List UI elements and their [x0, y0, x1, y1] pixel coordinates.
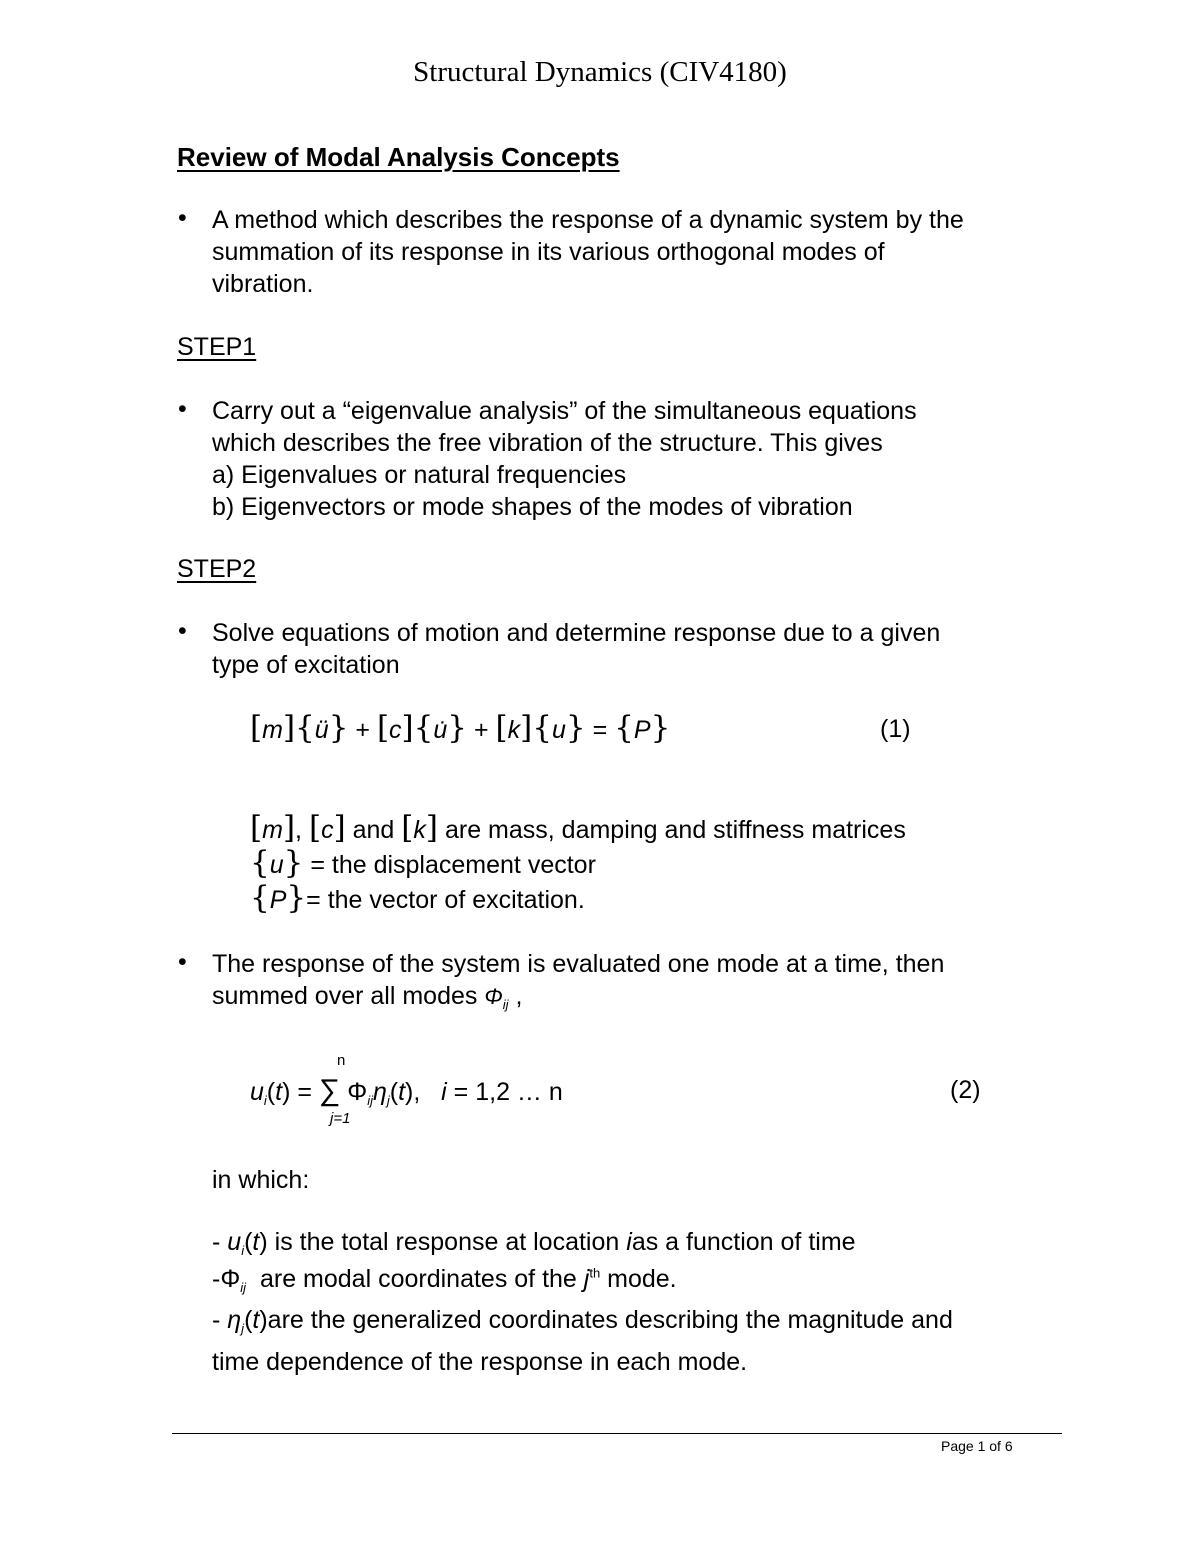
def-matrices: [m], [c] and [k] are mass, damping and stiffness matrices: [250, 810, 906, 846]
item3-text: are the generalized coordinates describing the magnitude and: [267, 1306, 953, 1334]
eq1-P: P: [633, 716, 651, 744]
eq2-range: = 1,2 … n: [453, 1078, 563, 1106]
eq1-k: k: [507, 716, 521, 744]
eq1-plus-1: +: [355, 716, 370, 744]
def-P: P: [269, 886, 287, 914]
step1-heading: STEP1: [177, 333, 257, 361]
item3-t: t: [252, 1306, 260, 1334]
def-displacement: {u} = the displacement vector: [250, 845, 596, 881]
item1-t: t: [252, 1228, 260, 1256]
section-title: Review of Modal Analysis Concepts: [177, 142, 620, 172]
item1-i: i: [626, 1228, 632, 1256]
item-3: - $\eta_j(t)are$ the generalized coordinates describing the magnitude and: [212, 1306, 953, 1336]
item2-tail: mode.: [607, 1265, 677, 1293]
bullet-dot: •: [178, 617, 187, 645]
step2-line-2: type of excitation: [212, 651, 400, 679]
def-u: u: [269, 851, 284, 879]
eq1-plus-2: +: [473, 716, 489, 744]
item1-u-sub: i: [241, 1243, 245, 1258]
eq2-eta: η: [372, 1078, 387, 1106]
eq2-u-sub: i: [263, 1093, 267, 1108]
bullet-dot: •: [178, 395, 187, 423]
equation-2: $u_i(t)$ = ∑ $\Phi_{ij}\eta_j(t)$, i = 1,2 … n: [250, 1074, 563, 1108]
bullet3-line-2-wrap: [212, 980, 944, 1021]
def-and: and: [352, 816, 395, 844]
step1-line-2: which describes the free vibration of the structure. This gives: [212, 429, 883, 457]
eq2-upper-limit: n: [337, 1052, 346, 1069]
eq2-t2: t: [398, 1078, 406, 1106]
step1-line-1: Carry out a “eigenvalue analysis” of the simultaneous equations: [212, 397, 917, 425]
intro-line-3: vibration.: [212, 270, 314, 298]
def-disp-text: = the displacement vector: [310, 851, 596, 879]
eq1-ud: u̇: [433, 716, 448, 744]
equation-1-number: (1): [880, 715, 911, 743]
bullet3-ij: ij: [502, 997, 509, 1012]
bullet-dot: •: [178, 204, 187, 232]
step1-paragraph: [212, 395, 917, 523]
item2-j: j: [583, 1265, 590, 1293]
equation-2-number: (2): [950, 1076, 981, 1104]
item-3-line-2: time dependence of the response in each mode.: [212, 1348, 748, 1376]
item2-phi-sub: ij: [240, 1280, 247, 1295]
intro-paragraph: [212, 204, 964, 300]
footer-divider: [172, 1433, 1062, 1434]
item3-eta-sub: j: [241, 1321, 245, 1336]
def-exc-text: = the vector of excitation.: [306, 886, 585, 914]
eq1-u: u: [552, 716, 566, 744]
step2-paragraph: [212, 617, 940, 681]
eq1-equals: =: [592, 716, 608, 744]
intro-line-1: A method which describes the response of a dynamic system by the: [212, 206, 964, 234]
page-number: Page 1 of 6: [941, 1438, 1013, 1454]
equation-1: [m]{ü} + [c]{u̇} + [k]{u} = {P}: [250, 710, 671, 746]
def-m: m: [262, 816, 283, 844]
eq2-sigma: ∑: [318, 1074, 341, 1107]
eq2-t1: t: [275, 1078, 283, 1106]
bullet3-line-2: summed over all modes: [212, 982, 478, 1010]
item-1: - $u_i(t)$ is the total response at location ias a function of time: [212, 1228, 856, 1258]
def-k: k: [413, 816, 426, 844]
eq2-eta-sub: j: [386, 1093, 390, 1108]
bullet3-comma: ,: [515, 982, 523, 1010]
def-matrices-text: are mass, damping and stiffness matrices: [444, 816, 906, 844]
step1-line-4: b) Eigenvectors or mode shapes of the modes of vibration: [212, 493, 853, 521]
eq1-m: m: [262, 716, 283, 744]
bullet3-line-1: The response of the system is evaluated one mode at a time, then: [212, 950, 945, 978]
item-2: $-\Phi_{ij}$ are modal coordinates of the $j^{th}$ mode.: [212, 1265, 677, 1295]
eq1-udd: ü: [314, 716, 329, 744]
eq2-phi: Φ: [347, 1078, 368, 1106]
page-header: Structural Dynamics (CIV4180): [413, 56, 787, 88]
eq2-i: i: [441, 1078, 447, 1106]
bullet3-phi: Φ: [484, 984, 503, 1009]
item2-sup: th: [589, 1265, 601, 1281]
eq1-c: c: [389, 716, 402, 744]
item1-text: is the total response at location: [274, 1228, 620, 1256]
item1-u: u: [227, 1228, 242, 1256]
item3-eta: η: [227, 1306, 242, 1334]
intro-line-2: summation of its response in its various orthogonal modes of: [212, 238, 885, 266]
def-c: c: [321, 816, 334, 844]
eq2-phi-sub: ij: [367, 1093, 373, 1108]
bullet3-paragraph: [212, 948, 944, 1021]
step2-heading: STEP2: [177, 555, 257, 583]
def-excitation: {P}= the vector of excitation.: [250, 880, 585, 916]
item1-tail: as a function of time: [631, 1228, 856, 1256]
eq2-lower-limit: j=1: [330, 1110, 351, 1127]
bullet-dot: •: [178, 948, 187, 976]
item2-phi: Φ: [220, 1265, 241, 1293]
in-which-label: in which:: [212, 1166, 310, 1194]
item2-text: are modal coordinates of the: [259, 1265, 577, 1293]
step2-line-1: Solve equations of motion and determine response due to a given: [212, 619, 941, 647]
step1-line-3: a) Eigenvalues or natural frequencies: [212, 461, 627, 489]
eq2-u: u: [250, 1078, 264, 1106]
